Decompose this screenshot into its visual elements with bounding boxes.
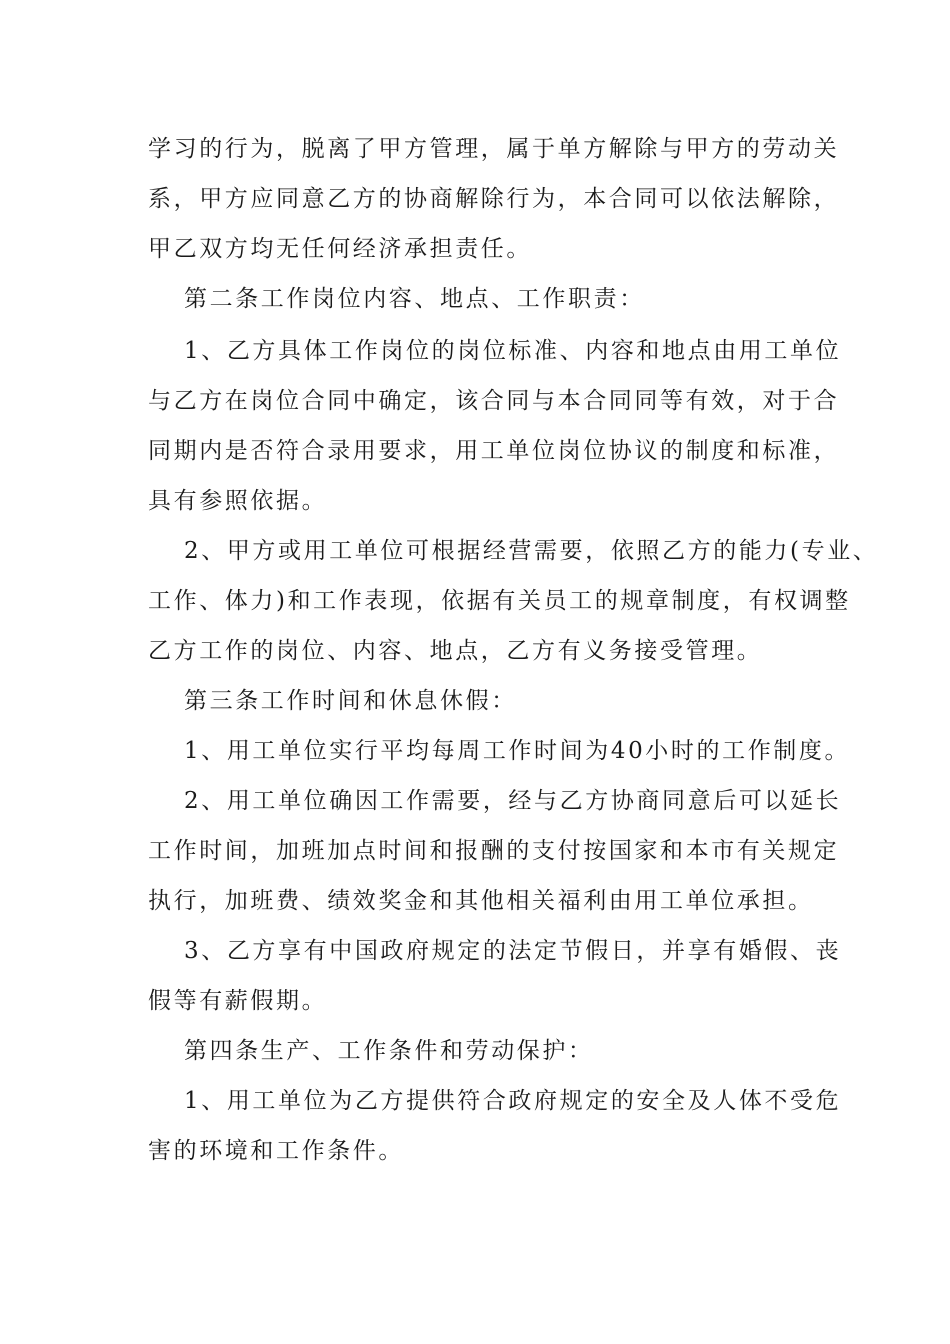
text-line: 同期内是否符合录用要求，用工单位岗位协议的制度和标准， <box>148 438 840 464</box>
section-heading: 第四条生产、工作条件和劳动保护： <box>184 1038 594 1064</box>
section-heading: 第二条工作岗位内容、地点、工作职责： <box>184 286 645 312</box>
text-line: 工作、体力)和工作表现，依据有关员工的规章制度，有权调整 <box>148 588 851 614</box>
text-line: 学习的行为，脱离了甲方管理，属于单方解除与甲方的劳动关 <box>148 136 840 162</box>
text-line: 系，甲方应同意乙方的协商解除行为，本合同可以依法解除， <box>148 186 840 212</box>
text-line: 2、甲方或用工单位可根据经营需要，依照乙方的能力(专业、 <box>184 538 879 564</box>
text-line: 具有参照依据。 <box>148 488 328 514</box>
text-line: 1、用工单位为乙方提供符合政府规定的安全及人体不受危 <box>184 1088 842 1114</box>
text-line: 甲乙双方均无任何经济承担责任。 <box>148 236 532 262</box>
text-line: 与乙方在岗位合同中确定，该合同与本合同同等有效，对于合 <box>148 388 840 414</box>
text-line: 假等有薪假期。 <box>148 988 328 1014</box>
text-line: 1、用工单位实行平均每周工作时间为40小时的工作制度。 <box>184 738 851 764</box>
text-line: 乙方工作的岗位、内容、地点，乙方有义务接受管理。 <box>148 638 763 664</box>
text-line: 执行，加班费、绩效奖金和其他相关福利由用工单位承担。 <box>148 888 814 914</box>
section-heading: 第三条工作时间和休息休假： <box>184 688 517 714</box>
text-line: 2、用工单位确因工作需要，经与乙方协商同意后可以延长 <box>184 788 842 814</box>
text-line: 害的环境和工作条件。 <box>148 1138 404 1164</box>
text-line: 工作时间，加班加点时间和报酬的支付按国家和本市有关规定 <box>148 838 840 864</box>
text-line: 3、乙方享有中国政府规定的法定节假日，并享有婚假、丧 <box>184 938 842 964</box>
text-line: 1、乙方具体工作岗位的岗位标准、内容和地点由用工单位 <box>184 338 842 364</box>
